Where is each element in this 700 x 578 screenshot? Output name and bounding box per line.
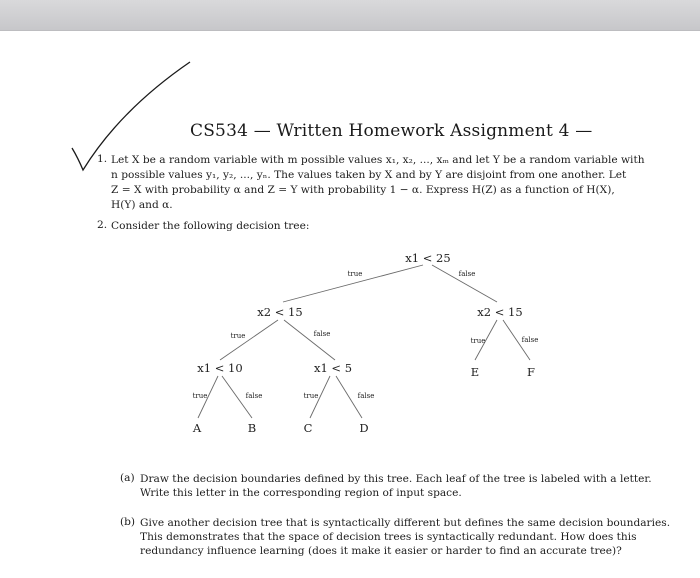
edge-left-ll xyxy=(220,320,278,360)
edge-left-lr xyxy=(284,320,335,360)
node-left: x2 < 15 xyxy=(257,305,303,319)
edge-label-false: false xyxy=(357,392,375,400)
node-root: x1 < 25 xyxy=(405,251,451,265)
subquestion-a-line-2: Write this letter in the corresponding region of input space. xyxy=(140,487,462,499)
edge-label-false: false xyxy=(521,336,539,344)
question-1-line-2: n possible values y₁, y₂, ..., yₙ. The values taken by X and by Y are disjoint from one another. Let xyxy=(111,169,627,181)
edge-label-true: true xyxy=(470,337,486,345)
leaf-d: D xyxy=(359,421,369,435)
question-1-number: 1. xyxy=(97,153,108,165)
leaf-c: C xyxy=(303,421,313,435)
subquestion-b-label: (b) xyxy=(120,516,136,528)
subquestion-b-line-3: redundancy influence learning (does it make it easier or harder to find an accurate tree)? xyxy=(140,545,622,557)
leaf-f: F xyxy=(527,365,535,379)
edge-label-true: true xyxy=(192,392,208,400)
question-2-text: Consider the following decision tree: xyxy=(111,220,310,232)
page-title: CS534 — Written Homework Assignment 4 — xyxy=(190,121,593,141)
question-1-line-4: H(Y) and α. xyxy=(111,199,173,211)
question-1-line-3: Z = X with probability α and Z = Y with probability 1 − α. Express H(Z) as a function of H(X), xyxy=(111,184,615,196)
leaf-b: B xyxy=(247,421,257,435)
edge-label-false: false xyxy=(458,270,476,278)
subquestion-b-line-2: This demonstrates that the space of decision trees is syntactically redundant. How does this xyxy=(140,531,637,543)
question-1-line-1: Let X be a random variable with m possible values x₁, x₂, ..., xₘ and let Y be a random variable with xyxy=(111,154,645,166)
node-right: x2 < 15 xyxy=(477,305,523,319)
subquestion-a-label: (a) xyxy=(120,472,135,484)
node-ll: x1 < 10 xyxy=(197,361,243,375)
subquestion-a-line-1: Draw the decision boundaries defined by this tree. Each leaf of the tree is labeled with a letter. xyxy=(140,473,652,485)
edge-label-true: true xyxy=(347,270,363,278)
leaf-a: A xyxy=(192,421,202,435)
edge-label-true: true xyxy=(303,392,319,400)
leaf-e: E xyxy=(470,365,480,379)
edge-label-false: false xyxy=(313,330,331,338)
edge-label-false: false xyxy=(245,392,263,400)
node-lr: x1 < 5 xyxy=(313,361,353,375)
subquestion-b-line-1: Give another decision tree that is syntactically different but defines the same decision boundaries. xyxy=(140,517,671,529)
question-2-number: 2. xyxy=(97,219,108,231)
edge-label-true: true xyxy=(230,332,246,340)
